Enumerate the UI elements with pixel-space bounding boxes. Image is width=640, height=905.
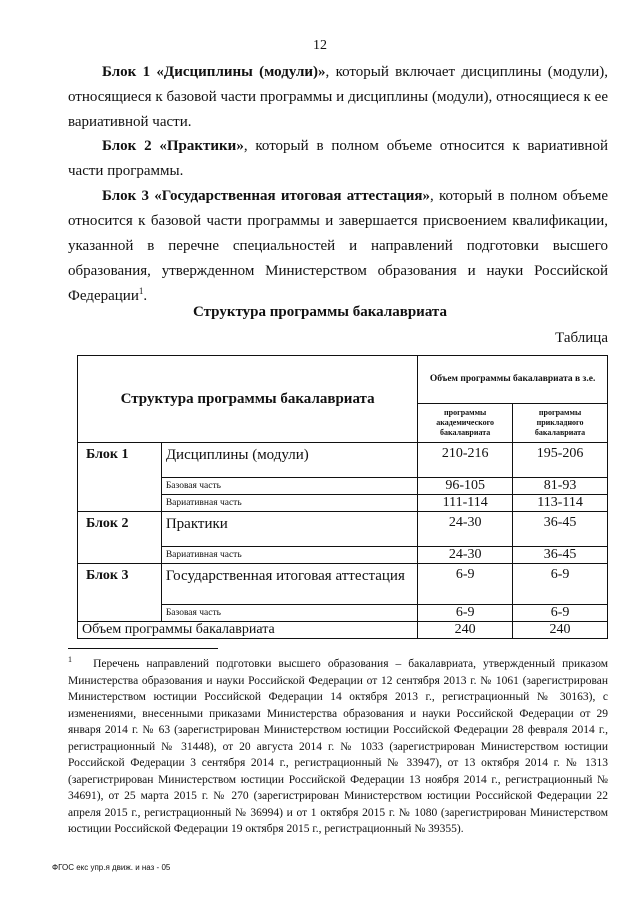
block2-label: Блок 2 bbox=[78, 512, 162, 564]
block1-paragraph bbox=[68, 60, 608, 135]
block1-var-applied: 113-114 bbox=[513, 495, 608, 512]
block3-end: . bbox=[143, 288, 148, 304]
block2-academic: 24-30 bbox=[418, 512, 513, 547]
block3-title: Блок 3 «Государственная итоговая аттестация» bbox=[102, 188, 431, 204]
block3-text: , который в полном объеме относится к базовой части программы и завершается присвоением квалификации, указанной в перечне специальностей и направлений подготовки высшего образования, утвержденном Министерством образования и науки Российской Федерации bbox=[68, 188, 608, 304]
header-structure: Структура программы бакалавриата bbox=[78, 356, 418, 443]
total-academic: 240 bbox=[418, 622, 513, 639]
block1-applied: 195-206 bbox=[513, 443, 608, 478]
block1-base-academic: 96-105 bbox=[418, 478, 513, 495]
block2-var-name: Вариативная часть bbox=[161, 547, 417, 564]
block1-base-applied: 81-93 bbox=[513, 478, 608, 495]
block3-base-name: Базовая часть bbox=[161, 605, 417, 622]
block2-text: , который в полном объеме относится к вариативной части программы. bbox=[68, 138, 608, 179]
block2-var-academic: 24-30 bbox=[418, 547, 513, 564]
block1-academic: 210-216 bbox=[418, 443, 513, 478]
table-title: Структура программы бакалавриата bbox=[193, 304, 447, 320]
total-name: Объем программы бакалавриата bbox=[78, 622, 418, 639]
block1-title: Блок 1 «Дисциплины (модули)» bbox=[102, 64, 326, 80]
page-number: 12 bbox=[313, 38, 327, 53]
program-structure-table bbox=[77, 355, 608, 639]
block3-label: Блок 3 bbox=[78, 564, 162, 622]
header-academic: программы академического бакалавриата bbox=[418, 403, 513, 442]
footnote bbox=[68, 656, 608, 838]
block3-applied: 6-9 bbox=[513, 564, 608, 605]
block2-var-applied: 36-45 bbox=[513, 547, 608, 564]
block1-var-academic: 111-114 bbox=[418, 495, 513, 512]
footnote-divider bbox=[68, 648, 218, 649]
block1-label: Блок 1 bbox=[78, 443, 162, 512]
table-label: Таблица bbox=[555, 330, 608, 346]
block3-academic: 6-9 bbox=[418, 564, 513, 605]
block1-name: Дисциплины (модули) bbox=[161, 443, 417, 478]
block1-text: , который включает дисциплины (модули), относящиеся к базовой части программы и дисциплины (модули), относящиеся к ее вариативной части. bbox=[68, 64, 608, 130]
block1-var-name: Вариативная часть bbox=[161, 495, 417, 512]
header-volume: Объем программы бакалавриата в з.е. bbox=[418, 356, 608, 404]
block2-title: Блок 2 «Практики» bbox=[102, 138, 244, 154]
footnote-reference[interactable]: 1 bbox=[138, 286, 144, 296]
header-applied: программы прикладного бакалавриата bbox=[513, 403, 608, 442]
block2-applied: 36-45 bbox=[513, 512, 608, 547]
page-footer: ФГОС екс упр.я движ. и наз - 05 bbox=[52, 863, 171, 872]
block3-base-applied: 6-9 bbox=[513, 605, 608, 622]
block2-name: Практики bbox=[161, 512, 417, 547]
block3-base-academic: 6-9 bbox=[418, 605, 513, 622]
footnote-marker: 1 bbox=[68, 655, 72, 665]
block3-name: Государственная итоговая аттестация bbox=[161, 564, 417, 605]
total-applied: 240 bbox=[513, 622, 608, 639]
block2-paragraph bbox=[68, 134, 608, 184]
block1-base-name: Базовая часть bbox=[161, 478, 417, 495]
footnote-text: Перечень направлений подготовки высшего образования – бакалавриата, утвержденный приказом Министерства образования и науки Российской Федерации от 12 сентября 2013 г. № 1061 (зарегистрирован Министерством юстиции Российской Федерации 14 октября 2013 г., регистрационный № 30163), с изменениями, внесенными приказами Министерства образования и науки Российской Федерации от 29 января 2014 г. № 63 (зарегистрирован Министерством юстиции Российской Федерации 28 февраля 2014 г., регистрационный № 31448), от 20 августа 2014 г. № 1033 (зарегистрирован Министерством юстиции Российской Федерации 3 сентября 2014 г., регистрационный № 33947), от 13 октября 2014 г. № 1313 (зарегистрирован Министерством юстиции Российской Федерации 13 ноября 2014 г., регистрационный № 34691), от 25 марта 2015 г. № 270 (зарегистрирован Министерством юстиции Российской Федерации 22 апреля 2015 г., регистрационный № 36994) и от 1 октября 2015 г. № 1080 (зарегистрирован Министерством юстиции Российской Федерации 19 октября 2015 г., регистрационный № 39355). bbox=[68, 658, 609, 835]
block3-paragraph bbox=[68, 184, 608, 309]
